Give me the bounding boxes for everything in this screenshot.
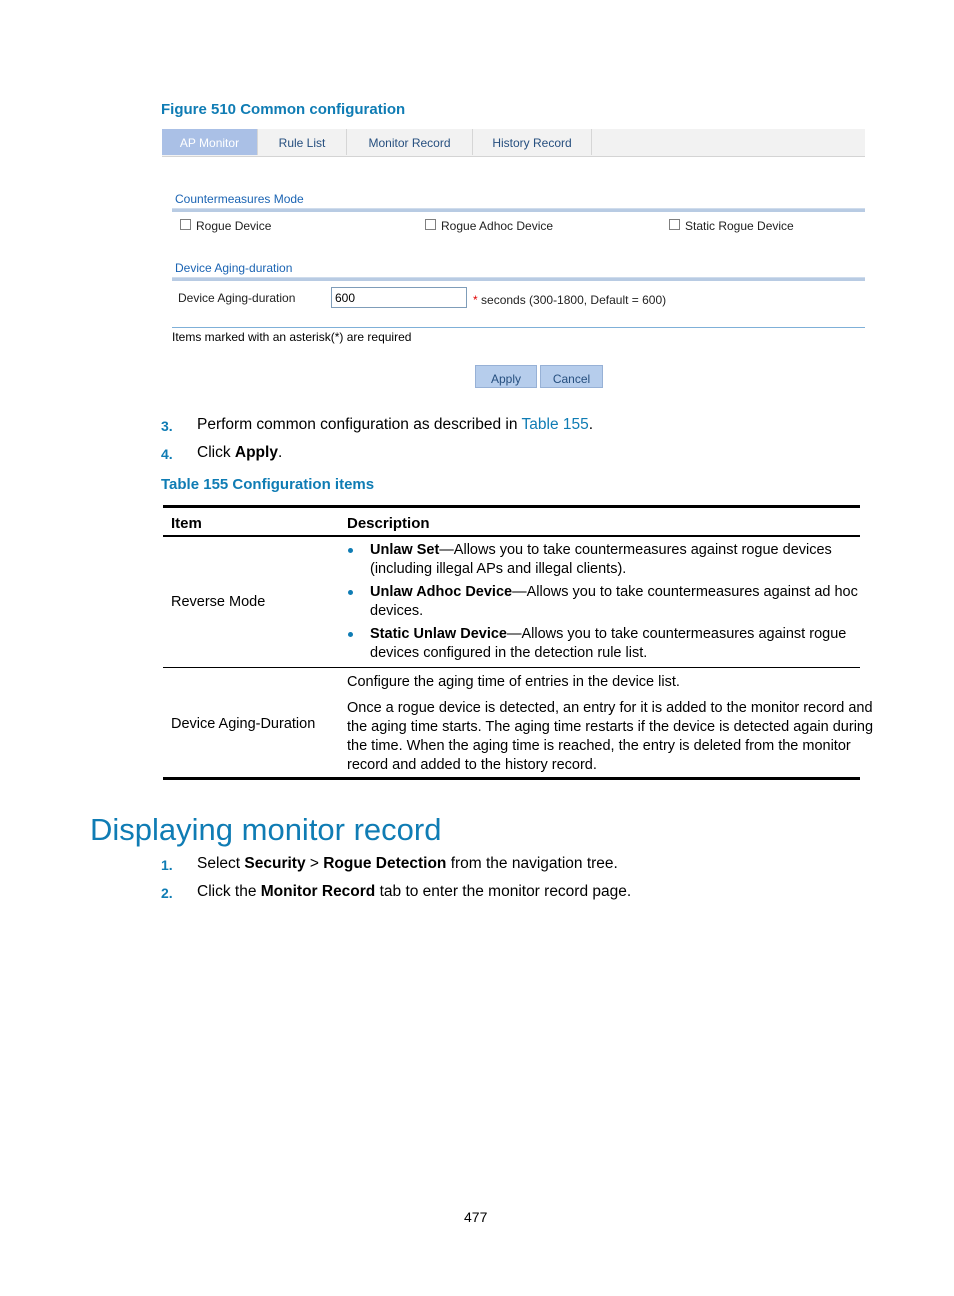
rogue-adhoc-device-label: Rogue Adhoc Device: [441, 219, 554, 233]
step-number: 2.: [161, 885, 173, 901]
table-cell-bullet: Static Unlaw Device—Allows you to take countermeasures against rogue: [370, 626, 847, 642]
cancel-button[interactable]: Cancel: [540, 365, 603, 388]
step-text: Select Security > Rogue Detection from the navigation tree.: [197, 855, 618, 872]
rogue-device-checkbox[interactable]: [180, 219, 191, 230]
tab-monitor-record[interactable]: Monitor Record: [347, 129, 473, 155]
table-cell-bullet-cont: (including illegal APs and illegal clients).: [370, 561, 627, 577]
rogue-adhoc-device-checkbox[interactable]: [425, 219, 436, 230]
table-cell-item: Device Aging-Duration: [171, 716, 316, 732]
form-divider: [172, 327, 865, 328]
tab-bar: [162, 129, 865, 157]
table-cell-text: Once a rogue device is detected, an entry for it is added to the monitor record and: [347, 700, 873, 716]
rogue-device-label: Rogue Device: [196, 219, 272, 233]
table-caption: Table 155 Configuration items: [161, 476, 375, 493]
static-rogue-device-label: Static Rogue Device: [685, 219, 794, 233]
required-note: Items marked with an asterisk(*) are required: [172, 330, 412, 344]
figure-caption: Figure 510 Common configuration: [161, 101, 406, 118]
table-header-description: Description: [347, 515, 430, 532]
bullet-icon: [348, 548, 353, 553]
table-row-rule: [163, 667, 860, 668]
page-number: 477: [464, 1209, 488, 1225]
step-number: 4.: [161, 446, 173, 462]
step-text: Click Apply.: [197, 444, 283, 461]
table-cell-text: the time. When the aging time is reached, the entry is deleted from the monitor: [347, 738, 851, 754]
table-header-item: Item: [171, 515, 202, 532]
table-top-rule: [163, 505, 860, 508]
table-cell-text: the aging time starts. The aging time restarts if the device is detected again during: [347, 719, 874, 735]
table-cell-text: Configure the aging time of entries in the device list.: [347, 674, 680, 690]
section-divider: [172, 277, 865, 281]
bullet-icon: [348, 590, 353, 595]
table-cell-item: Reverse Mode: [171, 594, 266, 610]
table-header-rule: [163, 535, 860, 537]
countermeasures-title: Countermeasures Mode: [175, 192, 304, 206]
step-text: Perform common configuration as described in Table 155.: [197, 416, 594, 433]
table-cell-bullet: Unlaw Set—Allows you to take countermeasures against rogue devices: [370, 542, 832, 558]
aging-hint: * seconds (300-1800, Default = 600): [473, 293, 667, 307]
aging-duration-input[interactable]: [331, 287, 467, 308]
tab-ap-monitor[interactable]: AP Monitor: [162, 129, 258, 155]
aging-duration-label: Device Aging-duration: [178, 291, 296, 305]
table-cell-bullet-cont: devices configured in the detection rule list.: [370, 645, 648, 661]
step-text: Click the Monitor Record tab to enter the monitor record page.: [197, 883, 632, 900]
step-number: 3.: [161, 418, 173, 434]
table-155-link[interactable]: Table 155: [521, 416, 589, 433]
table-cell-text: record and added to the history record.: [347, 757, 597, 773]
tab-history-record[interactable]: History Record: [473, 129, 592, 155]
table-bottom-rule: [163, 777, 860, 780]
step-number: 1.: [161, 857, 173, 873]
table-cell-bullet-cont: devices.: [370, 603, 424, 619]
aging-section-title: Device Aging-duration: [175, 261, 293, 275]
section-divider: [172, 208, 865, 212]
table-cell-bullet: Unlaw Adhoc Device—Allows you to take countermeasures against ad hoc: [370, 584, 858, 600]
bullet-icon: [348, 632, 353, 637]
apply-button[interactable]: Apply: [475, 365, 537, 388]
section-heading: Displaying monitor record: [90, 812, 442, 847]
tab-rule-list[interactable]: Rule List: [258, 129, 347, 155]
static-rogue-device-checkbox[interactable]: [669, 219, 680, 230]
